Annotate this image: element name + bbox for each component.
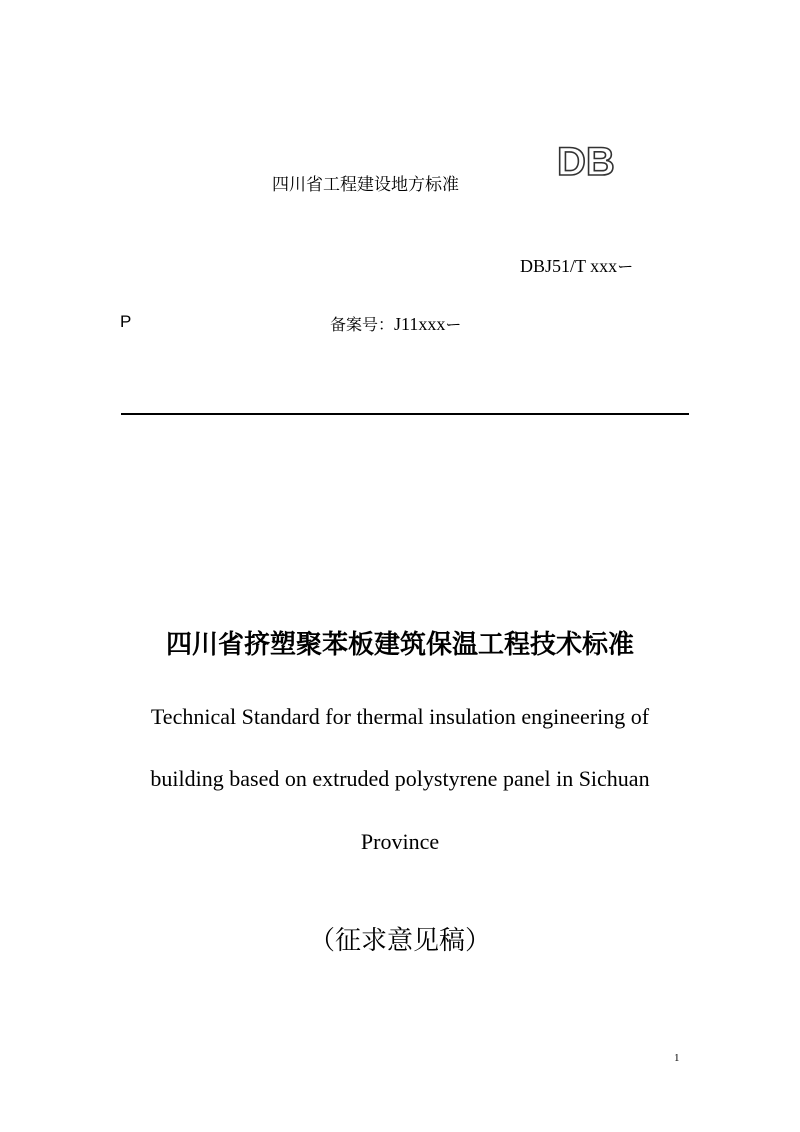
document-title-chinese: 四川省挤塑聚苯板建筑保温工程技术标准 [165,630,634,660]
header-rule [121,413,689,415]
document-title-english-line: building based on extruded polystyrene panel in Sichuan [150,766,650,791]
document-title-english-line: Technical Standard for thermal insulation engineering of [150,704,650,729]
issuer-heading: 四川省工程建设地方标准 [272,175,459,195]
standard-dash: ー [617,257,634,276]
left-marker: P [120,312,132,331]
page-number: 1 [674,1052,680,1064]
standard-number [520,254,633,277]
document-title-english-line: Province [360,829,440,854]
filing-dash: ー [445,315,462,334]
draft-label: （征求意见稿） [308,926,491,956]
filing-label: 备案号： [330,315,395,334]
standard-code: DBJ51/T xxx [520,256,618,276]
db-logo: DB [557,140,615,184]
filing-value: J11xxx [394,314,446,334]
filing-number [330,312,461,335]
